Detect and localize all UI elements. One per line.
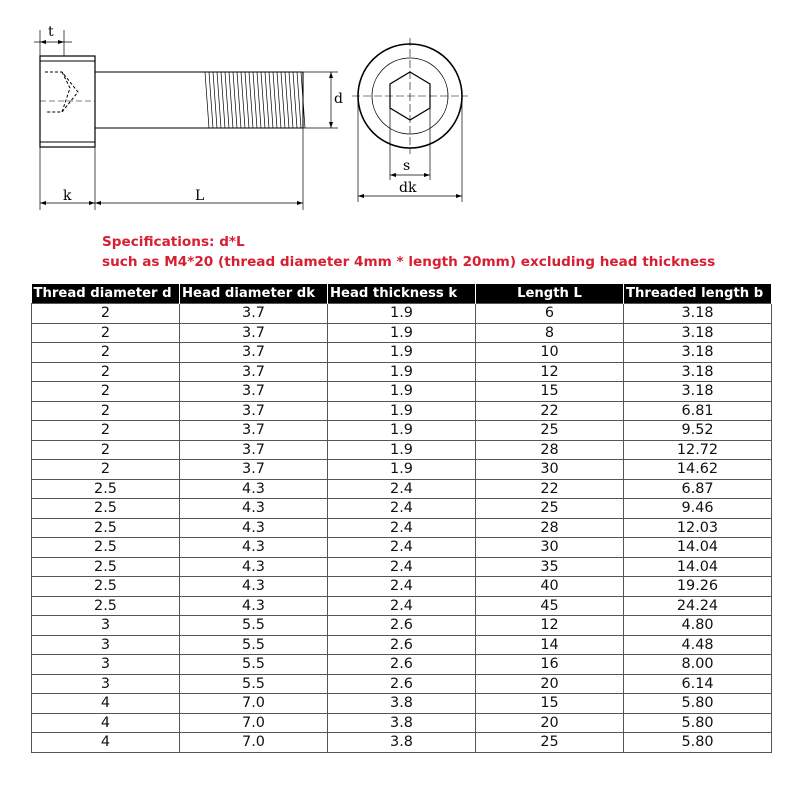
table-cell: 4.48 — [624, 635, 772, 655]
screw-diagram — [0, 0, 800, 230]
table-cell: 2.4 — [328, 518, 476, 538]
table-cell: 1.9 — [328, 421, 476, 441]
specifications-note — [102, 232, 715, 272]
table-cell: 3.8 — [328, 713, 476, 733]
table-cell: 3.7 — [180, 440, 328, 460]
table-row — [32, 499, 772, 519]
table-cell: 2.5 — [32, 479, 180, 499]
table-row — [32, 440, 772, 460]
table-cell: 3.18 — [624, 362, 772, 382]
table-cell: 2 — [32, 343, 180, 363]
spec-line-2: such as M4*20 (thread diameter 4mm * length 20mm) excluding head thickness — [102, 254, 716, 270]
table-cell: 7.0 — [180, 694, 328, 714]
table-header-row — [32, 284, 772, 304]
table-cell: 10 — [476, 343, 624, 363]
table-cell: 7.0 — [180, 713, 328, 733]
table-cell: 2.6 — [328, 616, 476, 636]
table-cell: 2.6 — [328, 655, 476, 675]
screw-side-view — [34, 30, 338, 210]
table-cell: 3.7 — [180, 382, 328, 402]
table-cell: 1.9 — [328, 440, 476, 460]
table-row — [32, 518, 772, 538]
table-cell: 2.5 — [32, 538, 180, 558]
spec-table-container — [31, 284, 771, 753]
table-cell: 3.18 — [624, 323, 772, 343]
table-cell: 5.80 — [624, 713, 772, 733]
table-cell: 3.7 — [180, 362, 328, 382]
table-cell: 3.7 — [180, 323, 328, 343]
table-cell: 20 — [476, 674, 624, 694]
table-cell: 16 — [476, 655, 624, 675]
table-cell: 2.4 — [328, 538, 476, 558]
table-cell: 5.5 — [180, 655, 328, 675]
table-cell: 1.9 — [328, 323, 476, 343]
table-cell: 14.04 — [624, 538, 772, 558]
table-cell: 2.5 — [32, 596, 180, 616]
table-cell: 9.46 — [624, 499, 772, 519]
header-thread-diameter: Thread diameter d — [32, 284, 180, 304]
spec-table — [31, 284, 772, 753]
table-cell: 3.7 — [180, 343, 328, 363]
table-cell: 3.7 — [180, 421, 328, 441]
thread-section — [205, 72, 305, 128]
table-cell: 4 — [32, 733, 180, 753]
table-cell: 2 — [32, 460, 180, 480]
table-cell: 2.4 — [328, 596, 476, 616]
table-cell: 30 — [476, 538, 624, 558]
table-cell: 3.18 — [624, 343, 772, 363]
table-cell: 45 — [476, 596, 624, 616]
table-cell: 5.80 — [624, 694, 772, 714]
table-cell: 4.3 — [180, 577, 328, 597]
table-cell: 2 — [32, 362, 180, 382]
table-cell: 15 — [476, 382, 624, 402]
label-dk: dk — [399, 180, 417, 196]
table-cell: 28 — [476, 518, 624, 538]
header-length: Length L — [476, 284, 624, 304]
header-threaded-length: Threaded length b — [624, 284, 772, 304]
table-cell: 24.24 — [624, 596, 772, 616]
table-cell: 3.18 — [624, 382, 772, 402]
table-row — [32, 577, 772, 597]
table-cell: 2 — [32, 421, 180, 441]
table-row — [32, 674, 772, 694]
table-row — [32, 655, 772, 675]
table-cell: 2.5 — [32, 577, 180, 597]
table-cell: 2 — [32, 304, 180, 324]
screw-end-view — [352, 38, 468, 202]
label-s: s — [403, 158, 411, 174]
header-head-diameter: Head diameter dk — [180, 284, 328, 304]
table-row — [32, 733, 772, 753]
table-cell: 5.5 — [180, 674, 328, 694]
table-cell: 1.9 — [328, 304, 476, 324]
table-cell: 25 — [476, 499, 624, 519]
table-cell: 30 — [476, 460, 624, 480]
table-cell: 4.3 — [180, 596, 328, 616]
table-cell: 25 — [476, 421, 624, 441]
table-cell: 22 — [476, 479, 624, 499]
screw-head — [40, 56, 95, 147]
table-cell: 4.80 — [624, 616, 772, 636]
table-cell: 1.9 — [328, 460, 476, 480]
label-d: d — [334, 91, 343, 107]
table-cell: 3.7 — [180, 304, 328, 324]
spec-line-1: Specifications: d*L — [102, 234, 245, 250]
table-cell: 14.62 — [624, 460, 772, 480]
table-cell: 4.3 — [180, 557, 328, 577]
table-cell: 28 — [476, 440, 624, 460]
table-cell: 8 — [476, 323, 624, 343]
table-cell: 4.3 — [180, 518, 328, 538]
table-row — [32, 616, 772, 636]
table-cell: 2 — [32, 323, 180, 343]
table-row — [32, 460, 772, 480]
table-cell: 3 — [32, 674, 180, 694]
table-cell: 3.8 — [328, 694, 476, 714]
table-cell: 2.6 — [328, 635, 476, 655]
table-row — [32, 421, 772, 441]
table-row — [32, 538, 772, 558]
table-cell: 2.4 — [328, 499, 476, 519]
table-row — [32, 362, 772, 382]
table-cell: 12.03 — [624, 518, 772, 538]
table-cell: 5.80 — [624, 733, 772, 753]
table-cell: 2.6 — [328, 674, 476, 694]
table-cell: 3 — [32, 635, 180, 655]
table-cell: 4.3 — [180, 499, 328, 519]
table-row — [32, 635, 772, 655]
table-cell: 2 — [32, 382, 180, 402]
table-cell: 1.9 — [328, 343, 476, 363]
table-row — [32, 557, 772, 577]
table-row — [32, 694, 772, 714]
table-row — [32, 401, 772, 421]
table-row — [32, 479, 772, 499]
table-cell: 3.18 — [624, 304, 772, 324]
table-cell: 12 — [476, 616, 624, 636]
table-cell: 14.04 — [624, 557, 772, 577]
table-cell: 5.5 — [180, 616, 328, 636]
table-cell: 25 — [476, 733, 624, 753]
table-cell: 2.4 — [328, 479, 476, 499]
table-cell: 6.81 — [624, 401, 772, 421]
label-k: k — [63, 188, 72, 204]
table-cell: 2.4 — [328, 557, 476, 577]
table-cell: 19.26 — [624, 577, 772, 597]
table-cell: 6.87 — [624, 479, 772, 499]
table-body — [32, 304, 772, 753]
table-cell: 2 — [32, 401, 180, 421]
table-cell: 6.14 — [624, 674, 772, 694]
header-head-thickness: Head thickness k — [328, 284, 476, 304]
table-cell: 1.9 — [328, 401, 476, 421]
table-cell: 35 — [476, 557, 624, 577]
table-cell: 40 — [476, 577, 624, 597]
table-cell: 15 — [476, 694, 624, 714]
table-cell: 2.5 — [32, 518, 180, 538]
table-cell: 5.5 — [180, 635, 328, 655]
table-cell: 3.7 — [180, 401, 328, 421]
table-row — [32, 323, 772, 343]
table-cell: 2.4 — [328, 577, 476, 597]
table-cell: 4.3 — [180, 479, 328, 499]
table-cell: 14 — [476, 635, 624, 655]
table-cell: 8.00 — [624, 655, 772, 675]
table-cell: 9.52 — [624, 421, 772, 441]
table-cell: 4 — [32, 694, 180, 714]
table-cell: 4 — [32, 713, 180, 733]
label-t: t — [48, 24, 54, 40]
table-cell: 7.0 — [180, 733, 328, 753]
table-cell: 1.9 — [328, 382, 476, 402]
table-cell: 20 — [476, 713, 624, 733]
table-row — [32, 304, 772, 324]
table-row — [32, 713, 772, 733]
table-row — [32, 596, 772, 616]
table-cell: 2.5 — [32, 557, 180, 577]
table-cell: 2 — [32, 440, 180, 460]
table-cell: 3.7 — [180, 460, 328, 480]
table-row — [32, 343, 772, 363]
table-cell: 12.72 — [624, 440, 772, 460]
table-cell: 1.9 — [328, 362, 476, 382]
table-cell: 4.3 — [180, 538, 328, 558]
table-cell: 12 — [476, 362, 624, 382]
table-cell: 22 — [476, 401, 624, 421]
label-L: L — [195, 188, 205, 204]
table-cell: 6 — [476, 304, 624, 324]
table-cell: 3 — [32, 616, 180, 636]
table-cell: 2.5 — [32, 499, 180, 519]
table-cell: 3 — [32, 655, 180, 675]
table-cell: 3.8 — [328, 733, 476, 753]
table-row — [32, 382, 772, 402]
